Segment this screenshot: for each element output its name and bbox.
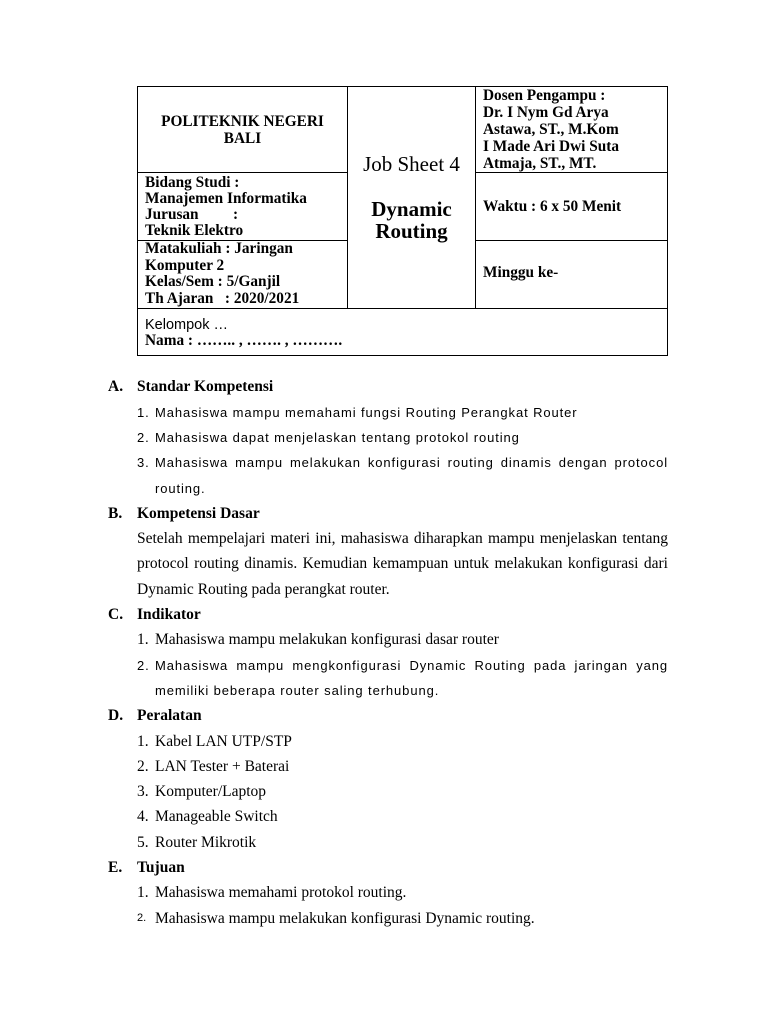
section-indikator <box>108 602 668 703</box>
section-peralatan <box>108 703 668 855</box>
group-cell <box>137 308 668 356</box>
list-item <box>108 830 668 855</box>
lecturer-line: I Made Ari Dwi Suta <box>483 138 619 155</box>
item-number: 4. <box>137 808 149 826</box>
list-item <box>108 804 668 829</box>
list-item <box>108 425 668 450</box>
item-text: Komputer/Laptop <box>155 783 267 801</box>
course-line: Komputer 2 <box>145 256 225 274</box>
document-body <box>108 374 668 931</box>
section-standar-kompetensi <box>108 374 668 500</box>
list-item <box>108 906 668 931</box>
section-title: Peralatan <box>137 707 202 725</box>
course-cell <box>137 240 348 309</box>
item-number: 1. <box>137 631 149 649</box>
item-text: Mahasiswa mampu melakukan konfigurasi Dynamic routing. <box>155 909 535 927</box>
item-text: Manageable Switch <box>155 808 278 826</box>
item-text: Mahasiswa mampu melakukan konfigurasi routing dinamis dengan protocol routing. <box>155 455 668 496</box>
item-number: 1. <box>137 884 149 902</box>
lecturer-label: Dosen Pengampu : <box>483 87 606 104</box>
section-title: Indikator <box>137 606 201 624</box>
item-text: Kabel LAN UTP/STP <box>155 732 292 750</box>
topic-title-line: Routing <box>375 218 448 243</box>
lecturer-line: Dr. I Nym Gd Arya <box>483 104 609 121</box>
duration-cell <box>475 172 668 241</box>
item-number: 5. <box>137 833 149 851</box>
item-number: 1. <box>137 732 149 750</box>
topic-title-line: Dynamic <box>371 196 452 221</box>
title-cell <box>347 86 476 309</box>
section-letter: B. <box>108 504 123 522</box>
item-number: 2. <box>137 429 150 445</box>
lecturer-cell <box>475 86 668 173</box>
study-field-cell <box>137 172 348 241</box>
section-heading <box>108 501 668 526</box>
lecturer-line: Atmaja, ST., MT. <box>483 155 597 172</box>
list-item <box>108 400 668 425</box>
item-number: 3. <box>137 455 150 471</box>
study-field-line: Manajemen Informatika <box>145 190 307 207</box>
section-letter: C. <box>108 606 124 624</box>
list-item <box>108 729 668 754</box>
section-tujuan <box>108 855 668 931</box>
section-heading <box>108 855 668 880</box>
list-item <box>108 627 668 652</box>
item-number: 3. <box>137 783 149 801</box>
item-text: Mahasiswa mampu memahami fungsi Routing Perangkat Router <box>155 404 578 420</box>
list-item <box>108 754 668 779</box>
section-letter: D. <box>108 707 124 725</box>
section-letter: A. <box>108 378 124 396</box>
academic-year-line: Th Ajaran : 2020/2021 <box>145 290 300 308</box>
study-field-line: Bidang Studi : <box>145 174 240 191</box>
item-text: Mahasiswa mampu mengkonfigurasi Dynamic Routing pada jaringan yang memiliki beberapa router saling terhubung. <box>155 657 668 698</box>
lecturer-line: Astawa, ST., M.Kom <box>483 121 619 138</box>
names-line: Nama : …….. , ……. , ………. <box>145 332 343 349</box>
item-number: 2. <box>137 911 147 924</box>
section-heading <box>108 703 668 728</box>
group-label: Kelompok … <box>145 317 229 333</box>
list-item <box>108 779 668 804</box>
section-letter: E. <box>108 859 123 877</box>
item-text: Mahasiswa memahami protokol routing. <box>155 884 407 902</box>
week-cell <box>475 240 668 309</box>
item-text: Mahasiswa dapat menjelaskan tentang protokol routing <box>155 429 520 445</box>
list-item <box>108 450 668 501</box>
section-heading <box>108 374 668 399</box>
job-sheet-title: Job Sheet 4 <box>363 151 460 176</box>
item-text: LAN Tester + Baterai <box>155 757 290 775</box>
section-paragraph: Setelah mempelajari materi ini, mahasiswa diharapkan mampu menjelaskan tentang protocol routing dinamis. Kemudian kemampuan untuk melakukan konfigurasi dari Dynamic Routing pada perangkat router. <box>137 530 668 598</box>
section-title: Kompetensi Dasar <box>137 504 260 522</box>
section-title: Standar Kompetensi <box>137 378 274 396</box>
item-text: Mahasiswa mampu melakukan konfigurasi dasar router <box>155 631 499 649</box>
department-line: Jurusan : <box>145 206 239 223</box>
item-text: Router Mikrotik <box>155 833 257 851</box>
section-heading <box>108 602 668 627</box>
course-line: Matakuliah : Jaringan <box>145 240 293 257</box>
section-title: Tujuan <box>137 859 185 877</box>
institution-cell <box>137 86 348 173</box>
institution-name-line: BALI <box>223 129 262 147</box>
section-kompetensi-dasar <box>108 501 668 602</box>
week-text: Minggu ke- <box>483 263 559 281</box>
department-line: Teknik Elektro <box>145 222 244 239</box>
list-item <box>108 880 668 905</box>
header-table <box>137 86 668 356</box>
item-number: 2. <box>137 657 150 673</box>
item-number: 1. <box>137 404 150 420</box>
list-item <box>108 653 668 704</box>
item-number: 2. <box>137 757 149 775</box>
duration-text: Waktu : 6 x 50 Menit <box>483 198 622 215</box>
institution-name-line: POLITEKNIK NEGERI <box>161 112 324 130</box>
class-semester-line: Kelas/Sem : 5/Ganjil <box>145 273 281 291</box>
